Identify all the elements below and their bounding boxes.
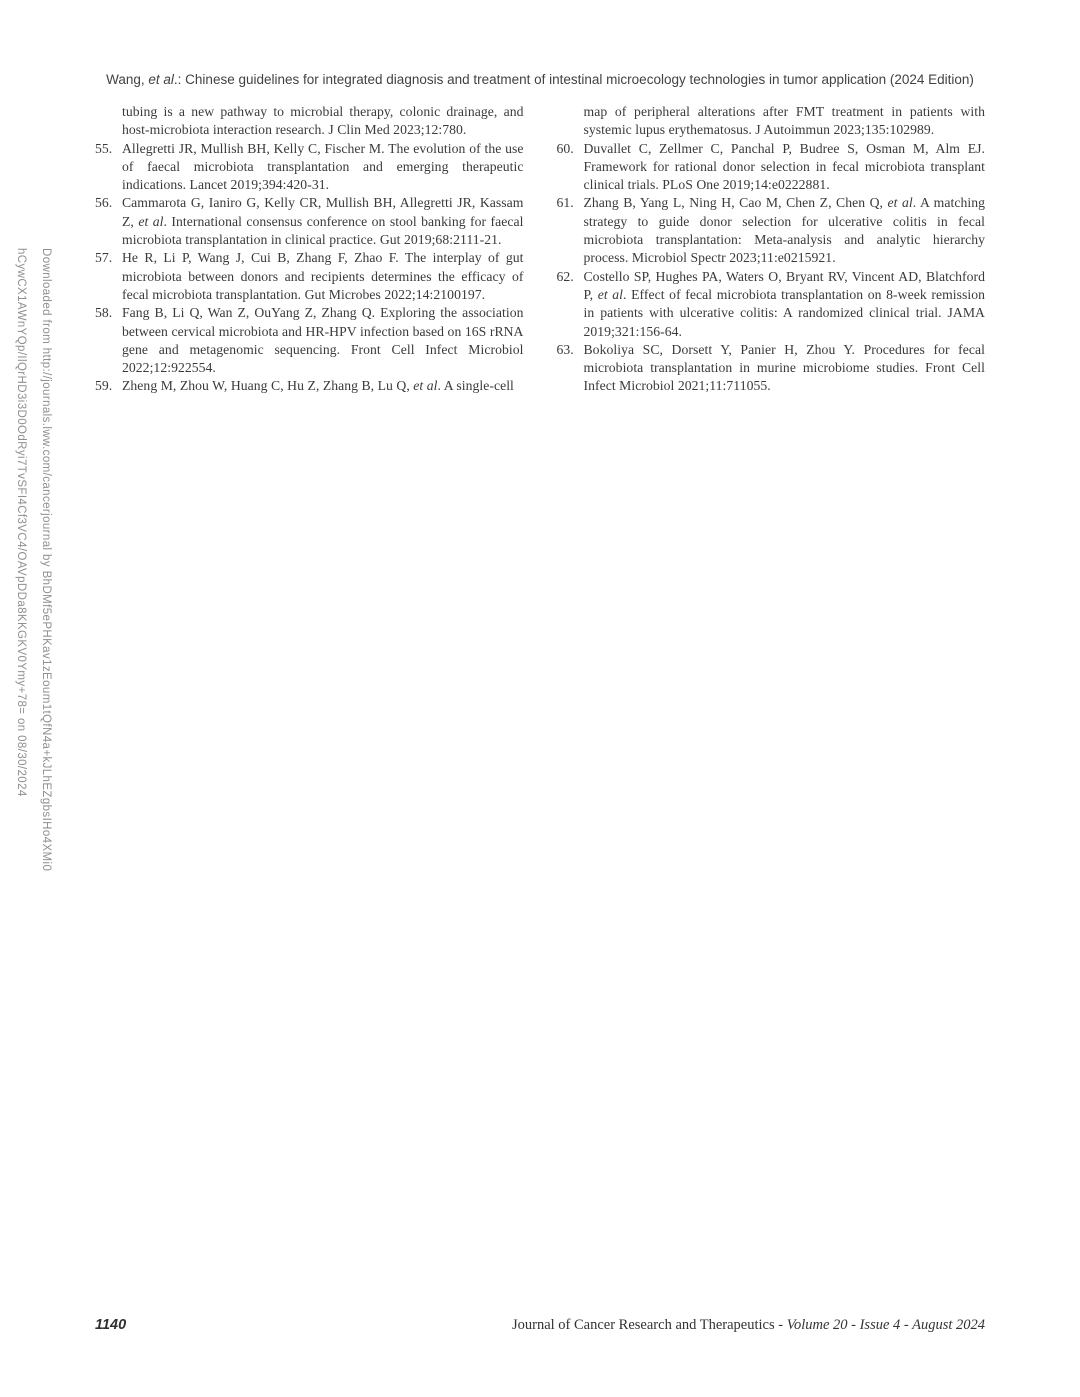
footer-journal-line: Journal of Cancer Research and Therapeutics - Volume 20 - Issue 4 - August 2024 — [511, 1317, 985, 1333]
reference-item-60 — [557, 140, 986, 195]
reference-number: 56. — [95, 195, 113, 211]
reference-column-left — [95, 103, 524, 396]
reference-text: Allegretti JR, Mullish BH, Kelly C, Fischer M. The evolution of the use of faecal microbiota transplantation and emerging therapeutic indications. Lancet 2019;394:420-31. — [122, 140, 524, 193]
reference-text: map of peripheral alterations after FMT treatment in patients with systemic lupus erythematosus. J Autoimmun 2023;135:102989. — [583, 104, 985, 138]
reference-number: 57. — [95, 250, 113, 266]
reference-item-62 — [557, 268, 986, 341]
reference-item-61 — [557, 194, 986, 267]
references-section — [95, 103, 985, 396]
reference-text: Costello SP, Hughes PA, Waters O, Bryant RV, Vincent AD, Blatchford P, et al. Effect of fecal microbiota transplantation on 8-week remission in patients with ulcerative colitis: A randomized clinical trial. JAMA 2019;321:156-64. — [583, 268, 986, 339]
reference-text: Duvallet C, Zellmer C, Panchal P, Budree S, Osman M, Alm EJ. Framework for rational donor selection in fecal microbiota transplant clinical trials. PLoS One 2019;14:e0222881. — [583, 140, 985, 193]
reference-text: Zheng M, Zhou W, Huang C, Hu Z, Zhang B, Lu Q, et al. A single-cell — [122, 378, 514, 394]
reference-item-63 — [557, 341, 986, 396]
reference-number: 63. — [556, 341, 574, 357]
reference-continuation — [557, 103, 986, 140]
reference-text: Fang B, Li Q, Wan Z, OuYang Z, Zhang Q. Exploring the association between cervical microbiota and HR-HPV infection based on 16S rRNA gene and metagenomic sequencing. Front Cell Infect Microbiol 2022;12:922554. — [122, 305, 524, 376]
reference-number: 61. — [556, 195, 574, 211]
reference-text: tubing is a new pathway to microbial therapy, colonic drainage, and host-microbiota interaction research. J Clin Med 2023;12:780. — [122, 104, 524, 138]
download-watermark-line-2: hCywCX1AWnYQp/IlQrHD3i3D0OdRyi7TvSFI4Cf3VC4/OAVpDDa8KKGKV0Ymy+78= on 08/30/2024 — [15, 248, 27, 797]
reference-text: Zhang B, Yang L, Ning H, Cao M, Chen Z, Chen Q, et al. A matching strategy to guide donor selection for ulcerative colitis in fecal microbiota transplantation: Meta-analysis and analytic hierarchy process. Microbiol Spectr 2023;11:e0215921. — [583, 195, 985, 266]
reference-item-58 — [95, 304, 524, 377]
reference-text: Bokoliya SC, Dorsett Y, Panier H, Zhou Y. Procedures for fecal microbiota transplantation in murine microbiome studies. Front Cell Infect Microbiol 2021;11:711055. — [583, 341, 985, 394]
reference-item-57 — [95, 249, 524, 304]
footer-page-number: 1140 — [95, 1317, 127, 1333]
reference-number: 59. — [95, 378, 113, 394]
reference-item-56 — [95, 194, 524, 249]
running-head: Wang, et al.: Chinese guidelines for integrated diagnosis and treatment of intestinal microecology technologies in tumor application (2024 Edition) — [106, 72, 974, 87]
reference-text: Cammarota G, Ianiro G, Kelly CR, Mullish BH, Allegretti JR, Kassam Z, et al. International consensus conference on stool banking for faecal microbiota transplantation in clinical practice. Gut 2019;68:2111-21. — [122, 195, 524, 248]
reference-number: 60. — [556, 140, 574, 156]
download-watermark-line-1: Downloaded from http://journals.lww.com/cancerjournal by BhDMf5ePHKav1zEoum1tQfN4a+kJLhEZgbsIHo4XMi0 — [40, 248, 52, 872]
reference-number: 55. — [95, 140, 113, 156]
reference-item-55 — [95, 140, 524, 195]
reference-number: 58. — [95, 305, 113, 321]
reference-number: 62. — [556, 268, 574, 284]
reference-column-right — [557, 103, 986, 396]
reference-text: He R, Li P, Wang J, Cui B, Zhang F, Zhao F. The interplay of gut microbiota between donors and recipients determines the efficacy of fecal microbiota transplantation. Gut Microbes 2022;14:2100197. — [122, 250, 524, 302]
reference-item-59 — [95, 377, 524, 395]
download-watermark — [8, 248, 58, 871]
reference-continuation — [95, 103, 524, 140]
